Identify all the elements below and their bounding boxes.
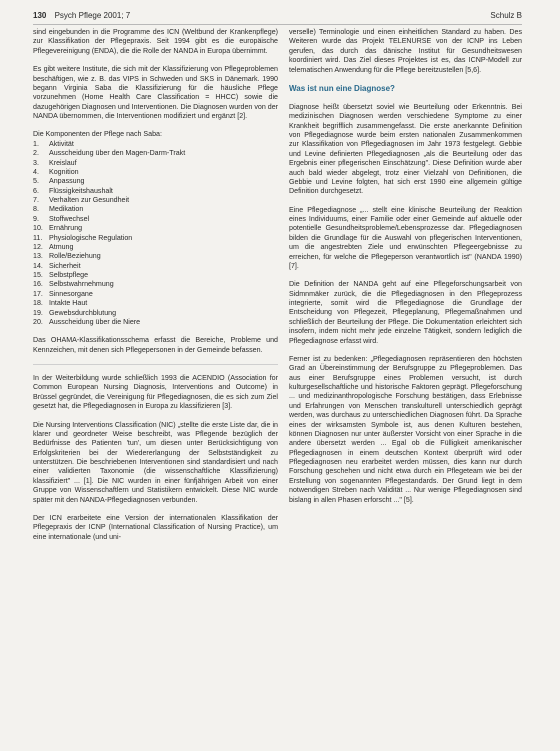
paragraph: verselle) Terminologie und einen einheitlichen Standard zu haben. Des Weiteren wurde das Projekt TELENURSE von der ICNP ins Leben gerufen, das durch das dänische Institut für Gesundheitswesen koordiniert wird. Das Ziel dieses Projektes ist es, das ICNP-Modell zur telematischen Anwendung für die Pflege bereitzustellen [5,6]. <box>289 28 522 74</box>
list-item-text: Ernährung <box>49 224 83 233</box>
list-item-number: 7. <box>33 196 39 204</box>
paragraph: Ferner ist zu bedenken: „Pflegediagnosen repräsentieren den höchsten Grad an Übereinstimmung der Berufsgruppe zu Pflegeproblemen. Das aus einer Berufsgruppe eines Problemen versucht, ist durch kulturgesellschaftliche und historische Faktoren geprägt. Pflegeforschung ... und medizinanthropologische Forschung bestätigen, dass Erlebnisse und Erfahrungen von Menschen transkulturell unterschiedlich geprägt werden, was durchaus zu unterschiedlichen Diagnosen führt. Da Sprache eines der wirksamsten Symbole ist, aus denen Kulturen bestehen, können Diagnosen nur unter äußerster Vorsicht von einer Sprache in die andere übersetzt werden ... Egal ob die Fülligkeit amerikanischer Pflegediagnosen in einem deutschen Kontext überprüft wird oder Pflegediagnosen neu erarbeitet werden müssen, dies kann nur durch Forschung geschehen und nicht etwa durch ein Pflegeteam wie bei der Erstellung von sogenannten Pflegestandards. Der Grund liegt in dem notwendigen Streben nach Validität ... Nur wenige Pflegediagnosen sind bislang in allen Phasen erforscht ..." [5]. <box>289 354 522 504</box>
list-item-text: Sinnesorgane <box>49 289 93 298</box>
section-heading: Was ist nun eine Diagnose? <box>289 83 395 93</box>
list-item-number: 12. <box>33 242 43 251</box>
list-item-number: 19. <box>33 308 43 317</box>
list-item-text: Kreislauf <box>49 158 77 167</box>
author-name: Schulz B <box>490 11 522 20</box>
list-item-text: Ausscheidung über die Niere <box>49 317 141 326</box>
list-item <box>33 290 278 299</box>
list-item <box>33 318 278 327</box>
list-item <box>33 159 278 168</box>
list-item-text: Stoffwechsel <box>49 214 90 223</box>
list-item-text: Atmung <box>49 242 74 251</box>
list-item-number: 18. <box>33 299 43 308</box>
list-item <box>33 299 278 308</box>
list-item-number: 5. <box>33 177 39 186</box>
paragraph: Der ICN erarbeitete eine Version der internationalen Klassifikation der Pflegepraxis der ICNP (International Classification of Nursing Practice), um eine internationale (und uni- <box>33 513 278 541</box>
list-item <box>33 196 278 205</box>
page-header <box>33 10 522 25</box>
list-item-text: Intakte Haut <box>49 299 88 308</box>
list-item-text: Aktivität <box>49 139 74 148</box>
list-item <box>33 280 278 289</box>
list-item-number: 16. <box>33 280 43 289</box>
list-item <box>33 224 278 233</box>
list-item-text: Physiologische Regulation <box>49 233 133 242</box>
paragraph: Das OHAMA-Klassifikationsschema erfasst die Bereiche, Probleme und Kennzeichen, mit denen sich Pflegepersonen in der Gemeinde befassen. <box>33 336 278 354</box>
list-item-number: 4. <box>33 167 39 176</box>
list-item <box>33 243 278 252</box>
list-item-text: Gewebsdurchblutung <box>49 308 117 317</box>
list-item <box>33 234 278 243</box>
list-item-number: 3. <box>33 158 39 167</box>
paragraph: Es gibt weitere Institute, die sich mit der Klassifizierung von Pflegeproblemen beschäftigen, wie z. B. das VIPS in Schweden und SKS in Dänemark. 1990 begann Virginia Saba die Klassifizierung für die häusliche Pflege vorzunehmen (Home Health Care Classification = HHCC) sowie die dazugehörigen Diagnosen und Interventionen. Die Diagnosen wurden von der NANDA übernommen, die Interventionen modifiziert und ergänzt [2]. <box>33 65 278 120</box>
list-item-number: 14. <box>33 261 43 270</box>
left-column <box>33 28 278 551</box>
paragraph: Die Nursing Interventions Classification (NIC) „stellte die erste Liste dar, die in klarer und geordneter Weise beschreibt, was Pflegende bezüglich der Bedürfnisse des Patienten 'tun', um diesen unter Berücksichtigung von Erfolgskriterien bei der Wiedererlangung der Selbstständigkeit zu unterstützen. Die beschriebenen Interventionen sind standardisiert und nach einer validierten Taxonomie (die wissenschaftliche Klassifizierung) klassifiziert" ... [1]. Die NIC wurden in einer fünfjährigen Arbeit von einer Gruppe von Wissenschaftlern und Statistikern entwickelt. Diese NIC wurde später mit den NANDA-Pflegediagnosen verbunden. <box>33 420 278 504</box>
list-item-number: 15. <box>33 271 43 279</box>
list-item <box>33 309 278 318</box>
list-item <box>33 271 278 280</box>
list-item <box>33 262 278 271</box>
list-item <box>33 177 278 186</box>
paragraph: Die Definition der NANDA geht auf eine Pflegeforschungsarbeit von Sidmnmäker zurück, die die Pflegediagnosen in den Pflegeprozess integrierte, somit wird die Pflegediagnose die Grundlage der Entscheidung von Pflegezeit, Pflegeplanung, Pflegemaßnahmen und schließlich der Beurteilung der Pflege. Die Dokumentation erleichtert sich insofern, indem nicht mehr jede einzelne Tätigkeit, sondern lediglich die Pflegediagnose erfasst wird. <box>289 280 522 345</box>
list-item-number: 2. <box>33 149 39 158</box>
list-item <box>33 205 278 214</box>
list-item-text: Selbstwahrnehmung <box>49 280 114 289</box>
list-item-number: 9. <box>33 214 39 223</box>
list-item-text: Medikation <box>49 205 84 214</box>
list-item <box>33 140 278 149</box>
list-item <box>33 168 278 177</box>
list-intro: Die Komponenten der Pflege nach Saba: <box>33 130 162 139</box>
list-item-number: 11. <box>33 233 43 242</box>
list-item <box>33 215 278 224</box>
list-item-number: 8. <box>33 205 39 214</box>
list-item-text: Sicherheit <box>49 261 81 270</box>
list-item-text: Flüssigkeitshaushalt <box>49 186 113 195</box>
page-number: 130 <box>33 11 47 20</box>
list-item-text: Selbstpflege <box>49 271 89 279</box>
journal-reference: Psych Pflege 2001; 7 <box>54 11 131 20</box>
list-item-text: Ausscheidung über den Magen-Darm-Trakt <box>49 149 186 158</box>
list-item-number: 6. <box>33 186 39 195</box>
divider <box>33 364 278 365</box>
list-item-text: Rolle/Beziehung <box>49 252 101 261</box>
list-item-text: Anpassung <box>49 177 85 186</box>
paragraph: Eine Pflegediagnose „... stellt eine klinische Beurteilung der Reaktion eines Individuums, einer Familie oder einer Gemeinde auf aktuelle oder potentielle Gesundheitsprobleme/Lebensprozesse dar. Pflegediagnosen bilden die Grundlage für die Auswahl von pflegerischen Interventionen, um die angestrebten Ziele und erwünschten Pflegeergebnisse zu erreichen, für welche die Pflegeperson verantwortlich ist" (NANDA 1990) [7]. <box>289 205 522 270</box>
list-item-number: 10. <box>33 224 43 233</box>
paragraph: In der Weiterbildung wurde schließlich 1993 die ACENDIO (Association for Common European Nursing Diagnosis, Interventions and Outcome) in Brüssel gegründet, die Vereinigung für Pflegediagnosen, die es sich zum Ziel gesetzt hat, die Pflegediagnosen in Europa zu klassifizieren [3]. <box>33 374 278 411</box>
list-item-number: 1. <box>33 139 39 148</box>
list-item-text: Kognition <box>49 167 79 176</box>
paragraph: Diagnose heißt übersetzt soviel wie Beurteilung oder Erkenntnis. Bei medizinischen Diagnosen werden verschiedene Symptome zu einer Krankheit begrifflich zusammengefasst. Die erste anerkannte Definition von Pflegediagnose wurde beim ersten nationalen Zusammenkommen zur Klassifikation von Pflegediagnosen im Jahr 1973 festgelegt. Gebbie und Levine definierten Pflegediagnosen „als die Beurteilung oder das Ergebnis einer pflegerischen Einschätzung". Diese Definition wurde aber auch bald wieder abgelegt, trotz einer Vielzahl von Definitionen, die Gebbie und Levine folgten, hat sich erst 1990 eine allgemein gültige Definition durchgesetzt. <box>289 102 522 196</box>
list-item-text: Verhalten zur Gesundheit <box>49 196 130 204</box>
list-item <box>33 149 278 158</box>
right-column <box>289 28 522 514</box>
list-item-number: 13. <box>33 252 43 261</box>
list-item <box>33 187 278 196</box>
list-item-number: 20. <box>33 317 43 326</box>
paragraph: sind eingebunden in die Programme des ICN (Weltbund der Krankenpflege) zur Klassifikation der Pflegepraxis. Seit 1994 gibt es die europäische Pflegevereinigung (ENDA), die die Rolle der NANDA in Europa übernimmt. <box>33 28 278 55</box>
list-item-number: 17. <box>33 289 43 298</box>
list-item <box>33 252 278 261</box>
components-list <box>33 140 278 328</box>
